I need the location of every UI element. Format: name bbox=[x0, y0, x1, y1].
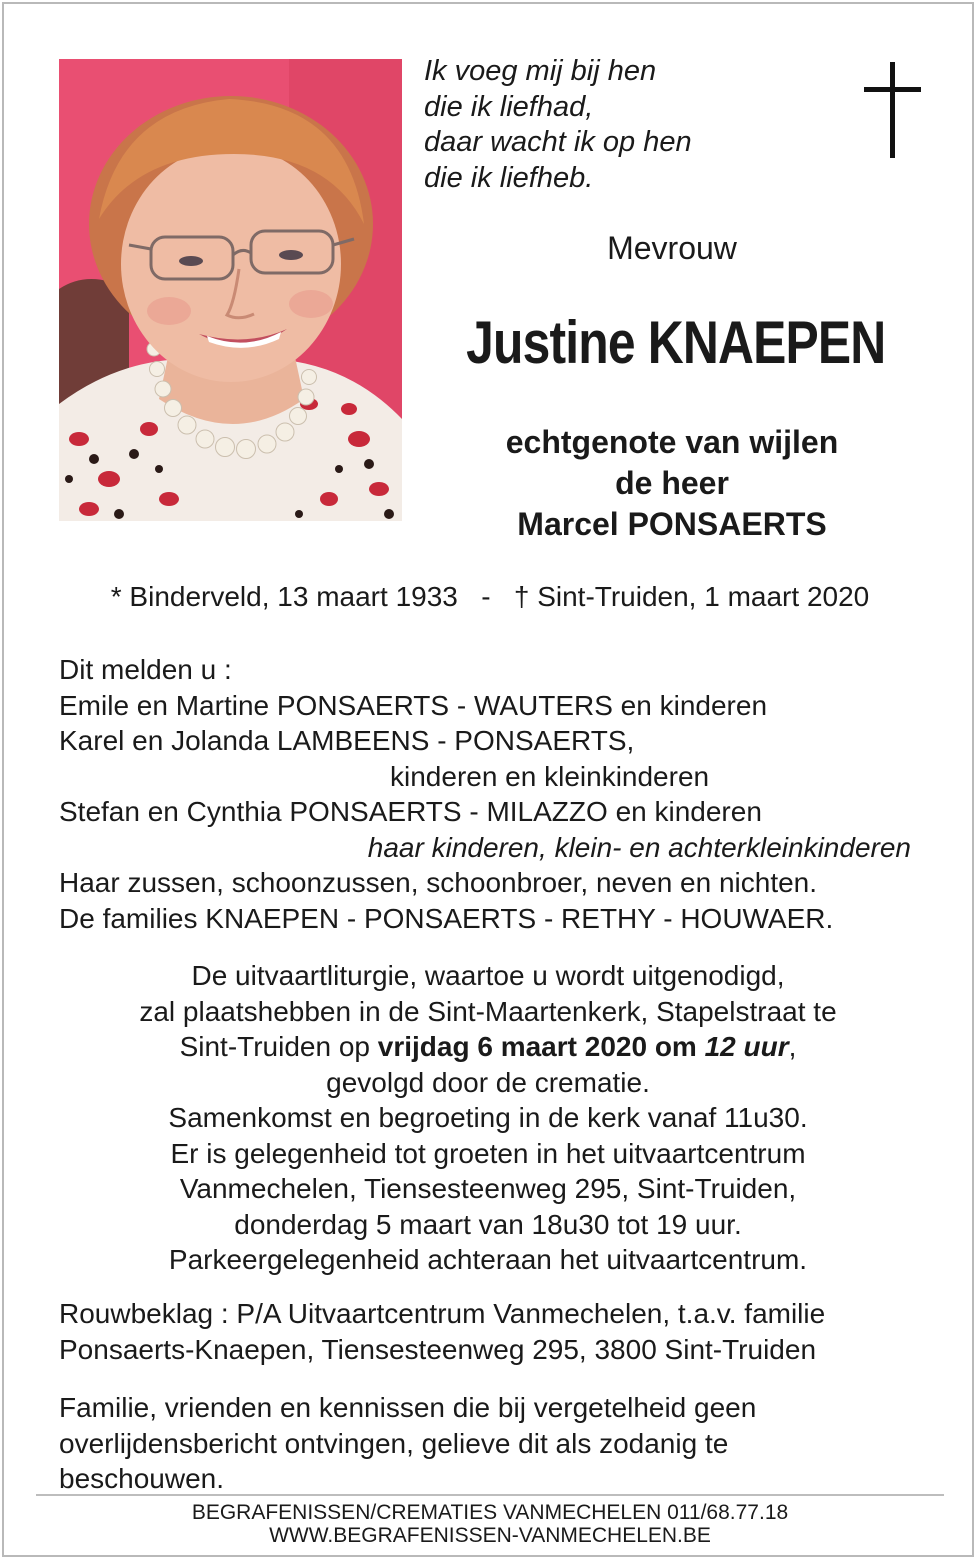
funeral-time: 12 uur bbox=[704, 1031, 789, 1062]
deceased-name: Justine KNAEPEN bbox=[466, 309, 886, 376]
date-separator: - bbox=[481, 581, 491, 612]
honorific: Mevrouw bbox=[607, 230, 737, 266]
notice-intro: Dit melden u : bbox=[59, 654, 232, 685]
footer-website: WWW.BEGRAFENISSEN-VANMECHELEN.BE bbox=[269, 1524, 711, 1547]
funeral-line: Vanmechelen, Tiensesteenweg 295, Sint-Truiden, bbox=[179, 1173, 797, 1204]
funeral-text: Sint-Truiden op bbox=[179, 1031, 378, 1062]
birth-date: * Binderveld, 13 maart 1933 bbox=[110, 581, 458, 612]
footer-contact: BEGRAFENISSEN/CREMATIES VANMECHELEN 011/68.77.18 bbox=[191, 1501, 789, 1524]
cross-icon bbox=[864, 62, 922, 165]
condolence-line: Ponsaerts-Knaepen, Tiensesteenweg 295, 3800 Sint-Truiden bbox=[59, 1333, 817, 1365]
funeral-line-date bbox=[60, 1029, 916, 1065]
closing-note bbox=[59, 1390, 921, 1497]
life-dates bbox=[60, 581, 920, 613]
spouse-line: Marcel PONSAERTS bbox=[517, 506, 827, 542]
poem bbox=[424, 54, 692, 196]
poem-line: Ik voeg mij bij hen bbox=[424, 55, 657, 87]
funeral-line: gevolgd door de crematie. bbox=[326, 1066, 650, 1098]
poem-line: die ik liefhad, bbox=[424, 90, 594, 123]
funeral-line: Parkeergelegenheid achteraan het uitvaartcentrum. bbox=[168, 1244, 808, 1275]
funeral-text: , bbox=[788, 1031, 797, 1062]
funeral-info bbox=[60, 958, 916, 1278]
funeral-line: Er is gelegenheid tot groeten in het uitvaartcentrum bbox=[170, 1137, 806, 1169]
funeral-line: De uitvaartliturgie, waartoe u wordt uitgenodigd, bbox=[191, 960, 785, 991]
funeral-line: Samenkomst en begroeting in de kerk vanaf 11u30. bbox=[168, 1102, 808, 1133]
notice-line: haar kinderen, klein- en achterkleinkinderen bbox=[367, 831, 911, 863]
spouse-line: de heer bbox=[615, 465, 729, 501]
closing-line: Familie, vrienden en kennissen die bij vergetelheid geen bbox=[59, 1392, 757, 1423]
poem-line: die ik liefheb. bbox=[424, 161, 594, 194]
portrait-photo bbox=[59, 59, 402, 521]
funeral-date: vrijdag 6 maart 2020 om bbox=[377, 1031, 705, 1062]
spouse-line: echtgenote van wijlen bbox=[505, 424, 839, 460]
death-date: † Sint-Truiden, 1 maart 2020 bbox=[513, 581, 870, 612]
closing-line: beschouwen. bbox=[59, 1463, 225, 1494]
closing-line: overlijdensbericht ontvingen, gelieve dit als zodanig te bbox=[59, 1427, 729, 1459]
notice-line: Emile en Martine PONSAERTS - WAUTERS en kinderen bbox=[59, 689, 768, 721]
notice-line: Karel en Jolanda LAMBEENS - PONSAERTS, bbox=[59, 725, 635, 756]
notice-line: De families KNAEPEN - PONSAERTS - RETHY - HOUWAER. bbox=[59, 902, 834, 934]
footer-divider bbox=[36, 1494, 944, 1496]
notice-line: Haar zussen, schoonzussen, schoonbroer, neven en nichten. bbox=[59, 867, 818, 898]
condolence-address bbox=[59, 1296, 921, 1367]
notice-line: kinderen en kleinkinderen bbox=[390, 760, 710, 792]
announcement-list bbox=[59, 652, 921, 936]
notice-line: Stefan en Cynthia PONSAERTS - MILAZZO en kinderen bbox=[59, 796, 762, 827]
poem-line: daar wacht ik op hen bbox=[424, 126, 692, 158]
funeral-line: donderdag 5 maart van 18u30 tot 19 uur. bbox=[234, 1208, 742, 1240]
condolence-line: Rouwbeklag : P/A Uitvaartcentrum Vanmechelen, t.a.v. familie bbox=[59, 1298, 826, 1329]
funeral-line: zal plaatshebben in de Sint-Maartenkerk, Stapelstraat te bbox=[139, 995, 837, 1027]
spouse-block bbox=[424, 422, 920, 545]
